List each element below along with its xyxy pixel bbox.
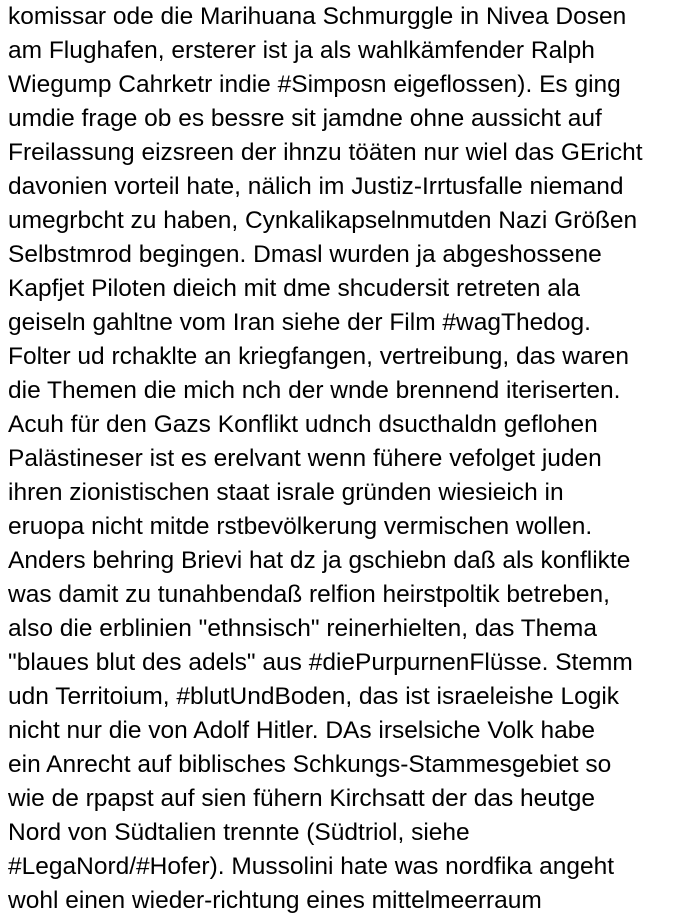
text-line: geiseln gahltne vom Iran siehe der Film #wagThedog. xyxy=(8,309,591,336)
text-line: eruopa nicht mitde rstbevölkerung vermischen wollen. xyxy=(8,513,593,540)
text-line: komissar ode die Marihuana Schmurggle in Nivea Dosen xyxy=(8,3,627,30)
document-body xyxy=(8,0,684,920)
text-line: wohl einen wieder-richtung eines mittelmeerraum xyxy=(8,887,542,914)
text-line: umegrbcht zu haben, Cynkalikapselnmutden Nazi Größen xyxy=(8,207,638,234)
text-line: ihren zionistischen staat israle gründen wiesieich in xyxy=(8,479,564,506)
text-line: nicht nur die von Adolf Hitler. DAs irselsiche Volk habe xyxy=(8,717,595,744)
text-line: "blaues blut des adels" aus #diePurpurnenFlüsse. Stemm xyxy=(8,649,633,676)
text-line: Folter ud rchaklte an kriegfangen, vertreibung, das waren xyxy=(8,343,630,370)
text-line: umdie frage ob es bessre sit jamdne ohne aussicht auf xyxy=(8,105,602,132)
text-line: also die erblinien "ethnsisch" reinerhielten, das Thema xyxy=(8,615,597,642)
text-line: Freilassung eizsreen der ihnzu töäten nur wiel das GEricht xyxy=(8,139,643,166)
text-line: die Themen die mich nch der wnde brennend iteriserten. xyxy=(8,377,621,404)
text-line: ein Anrecht auf biblisches Schkungs-Stammesgebiet so xyxy=(8,751,612,778)
text-line: wie de rpapst auf sien fühern Kirchsatt der das heutge xyxy=(8,785,595,812)
text-line: was damit zu tunahbendaß relfion heirstpoltik betreben, xyxy=(8,581,610,608)
text-line: Acuh für den Gazs Konflikt udnch dsucthaldn geflohen xyxy=(8,411,598,438)
text-line: #LegaNord/#Hofer). Mussolini hate was nordfika angeht xyxy=(8,853,615,880)
text-line: Selbstmrod begingen. Dmasl wurden ja abgeshossene xyxy=(8,241,602,268)
text-line: Anders behring Brievi hat dz ja gschiebn daß als konflikte xyxy=(8,547,631,574)
text-line: Wiegump Cahrketr indie #Simposn eigeflossen). Es ging xyxy=(8,71,621,98)
text-line: udn Territoium, #blutUndBoden, das ist israeleishe Logik xyxy=(8,683,620,710)
text-line: Nord von Südtalien trennte (Südtriol, siehe xyxy=(8,819,470,846)
text-line: davonien vorteil hate, nälich im Justiz-Irrtusfalle niemand xyxy=(8,173,624,200)
text-line: Kapfjet Piloten dieich mit dme shcudersit retreten ala xyxy=(8,275,580,302)
text-line: Palästineser ist es erelvant wenn fühere vefolget juden xyxy=(8,445,602,472)
text-line: am Flughafen, ersterer ist ja als wahlkämfender Ralph xyxy=(8,37,595,64)
